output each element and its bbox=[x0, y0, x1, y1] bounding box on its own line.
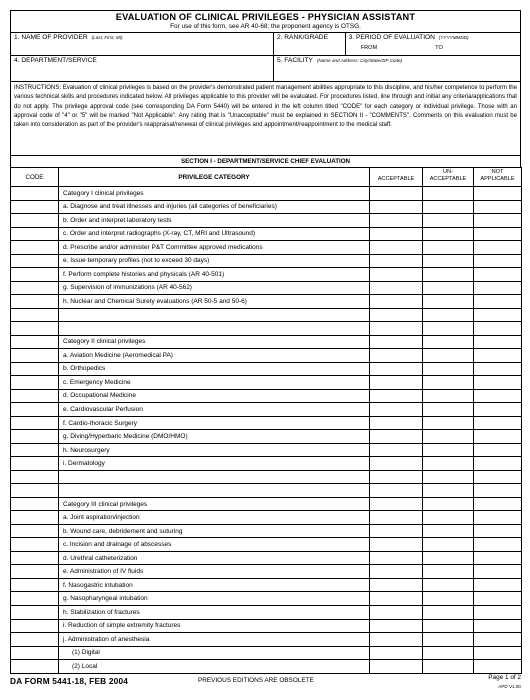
acceptable-cell[interactable] bbox=[370, 633, 423, 647]
not-applicable-cell[interactable] bbox=[474, 322, 522, 336]
acceptable-cell[interactable] bbox=[370, 578, 423, 592]
privilege-label bbox=[59, 470, 370, 484]
privilege-rows bbox=[11, 187, 522, 674]
privilege-label: d. Occupational Medicine bbox=[59, 389, 370, 403]
table-row bbox=[11, 227, 522, 241]
table-row bbox=[11, 470, 522, 484]
privilege-table bbox=[10, 167, 522, 674]
privilege-label: b. Orthopedics bbox=[59, 362, 370, 376]
not-applicable-cell[interactable] bbox=[474, 389, 522, 403]
unacceptable-cell[interactable] bbox=[423, 268, 474, 282]
code-cell[interactable] bbox=[11, 295, 59, 309]
privilege-label: j. Administration of anesthesia bbox=[59, 633, 370, 647]
code-cell[interactable] bbox=[11, 376, 59, 390]
privilege-label: i. Reduction of simple extremity fractures bbox=[59, 619, 370, 633]
code-cell[interactable] bbox=[11, 349, 59, 363]
not-applicable-cell[interactable] bbox=[474, 470, 522, 484]
not-applicable-cell[interactable] bbox=[474, 633, 522, 647]
not-applicable-header-line2: APPLICABLE bbox=[480, 176, 515, 182]
unacceptable-header-line2: ACCEPTABLE bbox=[429, 176, 467, 182]
table-row bbox=[11, 322, 522, 336]
table-row bbox=[11, 200, 522, 214]
unacceptable-cell[interactable] bbox=[423, 578, 474, 592]
provider-name-field[interactable] bbox=[11, 33, 273, 55]
code-cell[interactable] bbox=[11, 403, 59, 417]
privilege-label: g. Nasopharyngeal intubation bbox=[59, 592, 370, 606]
code-column-header: CODE bbox=[11, 168, 59, 187]
acceptable-cell[interactable] bbox=[370, 200, 423, 214]
code-cell[interactable] bbox=[11, 308, 59, 322]
acceptable-cell[interactable] bbox=[370, 416, 423, 430]
not-applicable-cell[interactable] bbox=[474, 457, 522, 471]
unacceptable-cell[interactable] bbox=[423, 416, 474, 430]
privilege-label: Category II clinical privileges bbox=[59, 335, 370, 349]
acceptable-cell[interactable] bbox=[370, 660, 423, 674]
table-row bbox=[11, 484, 522, 498]
code-cell[interactable] bbox=[11, 268, 59, 282]
not-applicable-column-header bbox=[474, 168, 522, 187]
acceptable-cell[interactable] bbox=[370, 497, 423, 511]
table-row bbox=[11, 187, 522, 201]
privilege-label: (1) Digital bbox=[59, 646, 370, 660]
unacceptable-cell[interactable] bbox=[423, 443, 474, 457]
acceptable-cell[interactable] bbox=[370, 605, 423, 619]
table-row bbox=[11, 241, 522, 255]
unacceptable-cell[interactable] bbox=[423, 497, 474, 511]
not-applicable-cell[interactable] bbox=[474, 484, 522, 498]
privilege-label: h. Stabilization of fractures bbox=[59, 605, 370, 619]
code-cell[interactable] bbox=[11, 511, 59, 525]
acceptable-cell[interactable] bbox=[370, 362, 423, 376]
not-applicable-cell[interactable] bbox=[474, 416, 522, 430]
privilege-label: e. Cardiovascular Perfusion bbox=[59, 403, 370, 417]
unacceptable-cell[interactable] bbox=[423, 322, 474, 336]
acceptable-cell[interactable] bbox=[370, 538, 423, 552]
section-title: SECTION I - DEPARTMENT/SERVICE CHIEF EVALUATION bbox=[10, 155, 521, 167]
table-row bbox=[11, 403, 522, 417]
privilege-category-column-header: PRIVILEGE CATEGORY bbox=[59, 168, 370, 187]
privilege-label: a. Aviation Medicine (Aeromedical PA) bbox=[59, 349, 370, 363]
not-applicable-cell[interactable] bbox=[474, 214, 522, 228]
form-footer bbox=[10, 676, 521, 692]
provider-name-label: 1. NAME OF PROVIDER bbox=[14, 34, 88, 41]
code-cell[interactable] bbox=[11, 241, 59, 255]
form-number: DA FORM 5441-18, FEB 2004 bbox=[10, 676, 129, 686]
acceptable-cell[interactable] bbox=[370, 349, 423, 363]
code-cell[interactable] bbox=[11, 592, 59, 606]
not-applicable-cell[interactable] bbox=[474, 497, 522, 511]
facility-hint: (Name and Address: City/State/ZIP Code) bbox=[316, 58, 403, 63]
acceptable-cell[interactable] bbox=[370, 565, 423, 579]
acceptable-cell[interactable] bbox=[370, 322, 423, 336]
acceptable-cell[interactable] bbox=[370, 403, 423, 417]
acceptable-cell[interactable] bbox=[370, 443, 423, 457]
code-cell[interactable] bbox=[11, 633, 59, 647]
form-version: APD V1.00 bbox=[498, 684, 521, 689]
code-cell[interactable] bbox=[11, 646, 59, 660]
privilege-label: g. Supervision of immunizations (AR 40-562) bbox=[59, 281, 370, 295]
evaluation-period-field[interactable] bbox=[345, 33, 520, 55]
acceptable-cell[interactable] bbox=[370, 241, 423, 255]
table-row bbox=[11, 524, 522, 538]
not-applicable-cell[interactable] bbox=[474, 227, 522, 241]
code-cell[interactable] bbox=[11, 619, 59, 633]
acceptable-cell[interactable] bbox=[370, 551, 423, 565]
code-cell[interactable] bbox=[11, 443, 59, 457]
form-title-block bbox=[10, 10, 521, 32]
acceptable-cell[interactable] bbox=[370, 254, 423, 268]
acceptable-cell[interactable] bbox=[370, 619, 423, 633]
table-row bbox=[11, 565, 522, 579]
unacceptable-cell[interactable] bbox=[423, 646, 474, 660]
unacceptable-cell[interactable] bbox=[423, 565, 474, 579]
table-row bbox=[11, 538, 522, 552]
privilege-label: h. Nuclear and Chemical Surety evaluations (AR 50-5 and 50-6) bbox=[59, 295, 370, 309]
unacceptable-cell[interactable] bbox=[423, 660, 474, 674]
code-cell[interactable] bbox=[11, 457, 59, 471]
table-row bbox=[11, 605, 522, 619]
unacceptable-column-header bbox=[423, 168, 474, 187]
acceptable-cell[interactable] bbox=[370, 268, 423, 282]
table-row bbox=[11, 646, 522, 660]
department-service-field[interactable] bbox=[11, 56, 273, 81]
unacceptable-cell[interactable] bbox=[423, 633, 474, 647]
acceptable-column-header bbox=[370, 168, 423, 187]
unacceptable-cell[interactable] bbox=[423, 214, 474, 228]
privilege-label: Category III clinical privileges bbox=[59, 497, 370, 511]
code-cell[interactable] bbox=[11, 200, 59, 214]
form-title: EVALUATION OF CLINICAL PRIVILEGES - PHYSICIAN ASSISTANT bbox=[115, 12, 416, 22]
provider-name-hint: (Last, First, MI) bbox=[91, 35, 123, 40]
privilege-label: (2) Local bbox=[59, 660, 370, 674]
privilege-label: e. Issue temporary profiles (not to exceed 30 days) bbox=[59, 254, 370, 268]
unacceptable-cell[interactable] bbox=[423, 308, 474, 322]
table-row bbox=[11, 430, 522, 444]
not-applicable-cell[interactable] bbox=[474, 349, 522, 363]
acceptable-cell[interactable] bbox=[370, 227, 423, 241]
unacceptable-cell[interactable] bbox=[423, 551, 474, 565]
code-cell[interactable] bbox=[11, 187, 59, 201]
not-applicable-cell[interactable] bbox=[474, 335, 522, 349]
not-applicable-cell[interactable] bbox=[474, 200, 522, 214]
unacceptable-cell[interactable] bbox=[423, 524, 474, 538]
privilege-label: d. Urethral catheterization bbox=[59, 551, 370, 565]
code-cell[interactable] bbox=[11, 214, 59, 228]
unacceptable-cell[interactable] bbox=[423, 349, 474, 363]
code-cell[interactable] bbox=[11, 322, 59, 336]
unacceptable-cell[interactable] bbox=[423, 200, 474, 214]
not-applicable-cell[interactable] bbox=[474, 187, 522, 201]
not-applicable-cell[interactable] bbox=[474, 281, 522, 295]
not-applicable-cell[interactable] bbox=[474, 430, 522, 444]
table-row bbox=[11, 511, 522, 525]
code-cell[interactable] bbox=[11, 227, 59, 241]
unacceptable-cell[interactable] bbox=[423, 241, 474, 255]
table-row bbox=[11, 214, 522, 228]
code-cell[interactable] bbox=[11, 660, 59, 674]
not-applicable-cell[interactable] bbox=[474, 551, 522, 565]
table-row bbox=[11, 254, 522, 268]
code-cell[interactable] bbox=[11, 254, 59, 268]
facility-label: 5. FACILITY bbox=[276, 57, 313, 64]
unacceptable-cell[interactable] bbox=[423, 605, 474, 619]
not-applicable-cell[interactable] bbox=[474, 443, 522, 457]
privilege-label: c. Emergency Medicine bbox=[59, 376, 370, 390]
privilege-label: g. Diving/Hyperbaric Medicine (DMO/HMO) bbox=[59, 430, 370, 444]
acceptable-cell[interactable] bbox=[370, 524, 423, 538]
privilege-label: Category I clinical privileges bbox=[59, 187, 370, 201]
unacceptable-cell[interactable] bbox=[423, 295, 474, 309]
privilege-label: f. Cardio-thoracic Surgery bbox=[59, 416, 370, 430]
table-row bbox=[11, 362, 522, 376]
unacceptable-cell[interactable] bbox=[423, 430, 474, 444]
privilege-label: i. Dermatology bbox=[59, 457, 370, 471]
not-applicable-cell[interactable] bbox=[474, 403, 522, 417]
table-row bbox=[11, 295, 522, 309]
unacceptable-cell[interactable] bbox=[423, 335, 474, 349]
not-applicable-cell[interactable] bbox=[474, 376, 522, 390]
privilege-label bbox=[59, 322, 370, 336]
evaluation-form bbox=[10, 10, 521, 674]
not-applicable-cell[interactable] bbox=[474, 308, 522, 322]
code-cell[interactable] bbox=[11, 605, 59, 619]
page-number: Page 1 of 2 bbox=[488, 674, 521, 681]
evaluation-period-label: 3. PERIOD OF EVALUATION bbox=[348, 34, 435, 41]
privilege-label: d. Prescribe and/or administer P&T Committee approved medications bbox=[59, 241, 370, 255]
code-cell[interactable] bbox=[11, 578, 59, 592]
acceptable-cell[interactable] bbox=[370, 470, 423, 484]
table-row bbox=[11, 416, 522, 430]
code-cell[interactable] bbox=[11, 335, 59, 349]
acceptable-cell[interactable] bbox=[370, 430, 423, 444]
privilege-label: f. Perform complete histories and physicals (AR 40-501) bbox=[59, 268, 370, 282]
table-row bbox=[11, 578, 522, 592]
table-row bbox=[11, 660, 522, 674]
code-cell[interactable] bbox=[11, 430, 59, 444]
acceptable-cell[interactable] bbox=[370, 457, 423, 471]
table-row bbox=[11, 443, 522, 457]
acceptable-cell[interactable] bbox=[370, 295, 423, 309]
rank-grade-label: 2. RANK/GRADE bbox=[276, 34, 328, 41]
acceptable-header-text: ACCEPTABLE bbox=[377, 176, 415, 182]
unacceptable-cell[interactable] bbox=[423, 281, 474, 295]
privilege-label: c. Incision and drainage of abscesses bbox=[59, 538, 370, 552]
not-applicable-cell[interactable] bbox=[474, 241, 522, 255]
code-cell[interactable] bbox=[11, 470, 59, 484]
table-row bbox=[11, 497, 522, 511]
rank-grade-field[interactable] bbox=[273, 33, 345, 55]
privilege-label: e. Administration of IV fluids bbox=[59, 565, 370, 579]
form-subtitle: For use of this form, see AR 40-68; the proponent agency is OTSG. bbox=[170, 23, 361, 30]
table-row bbox=[11, 281, 522, 295]
period-to-label: TO bbox=[435, 45, 443, 51]
privilege-label: c. Order and interpret radiographs (X-ray, CT, MRI and Ultrasound) bbox=[59, 227, 370, 241]
unacceptable-header-line1: UN- bbox=[443, 169, 453, 175]
privilege-label: h. Neurosurgery bbox=[59, 443, 370, 457]
table-row bbox=[11, 592, 522, 606]
not-applicable-cell[interactable] bbox=[474, 362, 522, 376]
not-applicable-cell[interactable] bbox=[474, 646, 522, 660]
privilege-label: b. Wound care, debridement and suturing bbox=[59, 524, 370, 538]
acceptable-cell[interactable] bbox=[370, 335, 423, 349]
table-row bbox=[11, 349, 522, 363]
unacceptable-cell[interactable] bbox=[423, 227, 474, 241]
code-cell[interactable] bbox=[11, 565, 59, 579]
acceptable-cell[interactable] bbox=[370, 592, 423, 606]
unacceptable-cell[interactable] bbox=[423, 538, 474, 552]
header-row-1 bbox=[10, 32, 521, 55]
table-row bbox=[11, 619, 522, 633]
acceptable-cell[interactable] bbox=[370, 376, 423, 390]
not-applicable-cell[interactable] bbox=[474, 605, 522, 619]
not-applicable-cell[interactable] bbox=[474, 268, 522, 282]
not-applicable-cell[interactable] bbox=[474, 592, 522, 606]
editions-notice: PREVIOUS EDITIONS ARE OBSOLETE bbox=[198, 677, 314, 684]
unacceptable-cell[interactable] bbox=[423, 511, 474, 525]
not-applicable-cell[interactable] bbox=[474, 524, 522, 538]
unacceptable-cell[interactable] bbox=[423, 484, 474, 498]
not-applicable-cell[interactable] bbox=[474, 511, 522, 525]
not-applicable-cell[interactable] bbox=[474, 295, 522, 309]
acceptable-cell[interactable] bbox=[370, 511, 423, 525]
privilege-label: b. Order and interpret laboratory tests bbox=[59, 214, 370, 228]
acceptable-cell[interactable] bbox=[370, 308, 423, 322]
code-cell[interactable] bbox=[11, 416, 59, 430]
acceptable-cell[interactable] bbox=[370, 214, 423, 228]
code-cell[interactable] bbox=[11, 362, 59, 376]
code-cell[interactable] bbox=[11, 551, 59, 565]
unacceptable-cell[interactable] bbox=[423, 457, 474, 471]
not-applicable-cell[interactable] bbox=[474, 565, 522, 579]
department-service-label: 4. DEPARTMENT/SERVICE bbox=[14, 57, 97, 64]
acceptable-cell[interactable] bbox=[370, 187, 423, 201]
not-applicable-header-line1: NOT bbox=[491, 169, 504, 175]
privilege-label bbox=[59, 484, 370, 498]
privilege-label bbox=[59, 308, 370, 322]
table-row bbox=[11, 633, 522, 647]
not-applicable-cell[interactable] bbox=[474, 538, 522, 552]
unacceptable-cell[interactable] bbox=[423, 470, 474, 484]
code-cell[interactable] bbox=[11, 389, 59, 403]
unacceptable-cell[interactable] bbox=[423, 389, 474, 403]
table-row bbox=[11, 457, 522, 471]
code-cell[interactable] bbox=[11, 538, 59, 552]
table-row bbox=[11, 335, 522, 349]
facility-field[interactable] bbox=[273, 56, 520, 81]
not-applicable-cell[interactable] bbox=[474, 660, 522, 674]
code-cell[interactable] bbox=[11, 497, 59, 511]
code-cell[interactable] bbox=[11, 524, 59, 538]
unacceptable-cell[interactable] bbox=[423, 254, 474, 268]
code-cell[interactable] bbox=[11, 484, 59, 498]
code-cell[interactable] bbox=[11, 281, 59, 295]
table-row bbox=[11, 376, 522, 390]
header-row-2 bbox=[10, 55, 521, 81]
not-applicable-cell[interactable] bbox=[474, 254, 522, 268]
table-row bbox=[11, 268, 522, 282]
unacceptable-cell[interactable] bbox=[423, 362, 474, 376]
unacceptable-cell[interactable] bbox=[423, 376, 474, 390]
acceptable-cell[interactable] bbox=[370, 484, 423, 498]
privilege-label: a. Diagnose and treat illnesses and injuries (all categories of beneficiaries) bbox=[59, 200, 370, 214]
evaluation-period-hint: (YYYYMMDD) bbox=[438, 35, 469, 40]
unacceptable-cell[interactable] bbox=[423, 619, 474, 633]
acceptable-cell[interactable] bbox=[370, 281, 423, 295]
table-row bbox=[11, 389, 522, 403]
acceptable-cell[interactable] bbox=[370, 646, 423, 660]
instructions-text: INSTRUCTIONS: Evaluation of clinical privileges is based on the provider's demonstrated patient management abilities appropriate to this discipline, and his/her competence to perform the various technical skills and procedures indicated below. All privileges applicable to this provider will be evaluated. For procedures listed, line through and initial any criteria/applications that do not apply. The privilege approval code (see corresponding DA Form 5440) will be entered in the left column titled "CODE" for each category or individual privilege. Those with an approval code of "4" or "5" will be marked "Not Applicable". Any rating that is "Unacceptable" must be explained in SECTION II - "COMMENTS". Comments on this evaluation must be taken into consideration as part of the provider's reappraisal/renewal of clinical privileges and appointment/reappointment to the medical staff. bbox=[10, 81, 521, 155]
unacceptable-cell[interactable] bbox=[423, 403, 474, 417]
unacceptable-cell[interactable] bbox=[423, 187, 474, 201]
table-row bbox=[11, 308, 522, 322]
unacceptable-cell[interactable] bbox=[423, 592, 474, 606]
not-applicable-cell[interactable] bbox=[474, 619, 522, 633]
privilege-label: f. Nasogastric intubation bbox=[59, 578, 370, 592]
not-applicable-cell[interactable] bbox=[474, 578, 522, 592]
acceptable-cell[interactable] bbox=[370, 389, 423, 403]
privilege-label: a. Joint aspiration/injection bbox=[59, 511, 370, 525]
period-from-label: FROM bbox=[360, 45, 378, 51]
table-row bbox=[11, 551, 522, 565]
